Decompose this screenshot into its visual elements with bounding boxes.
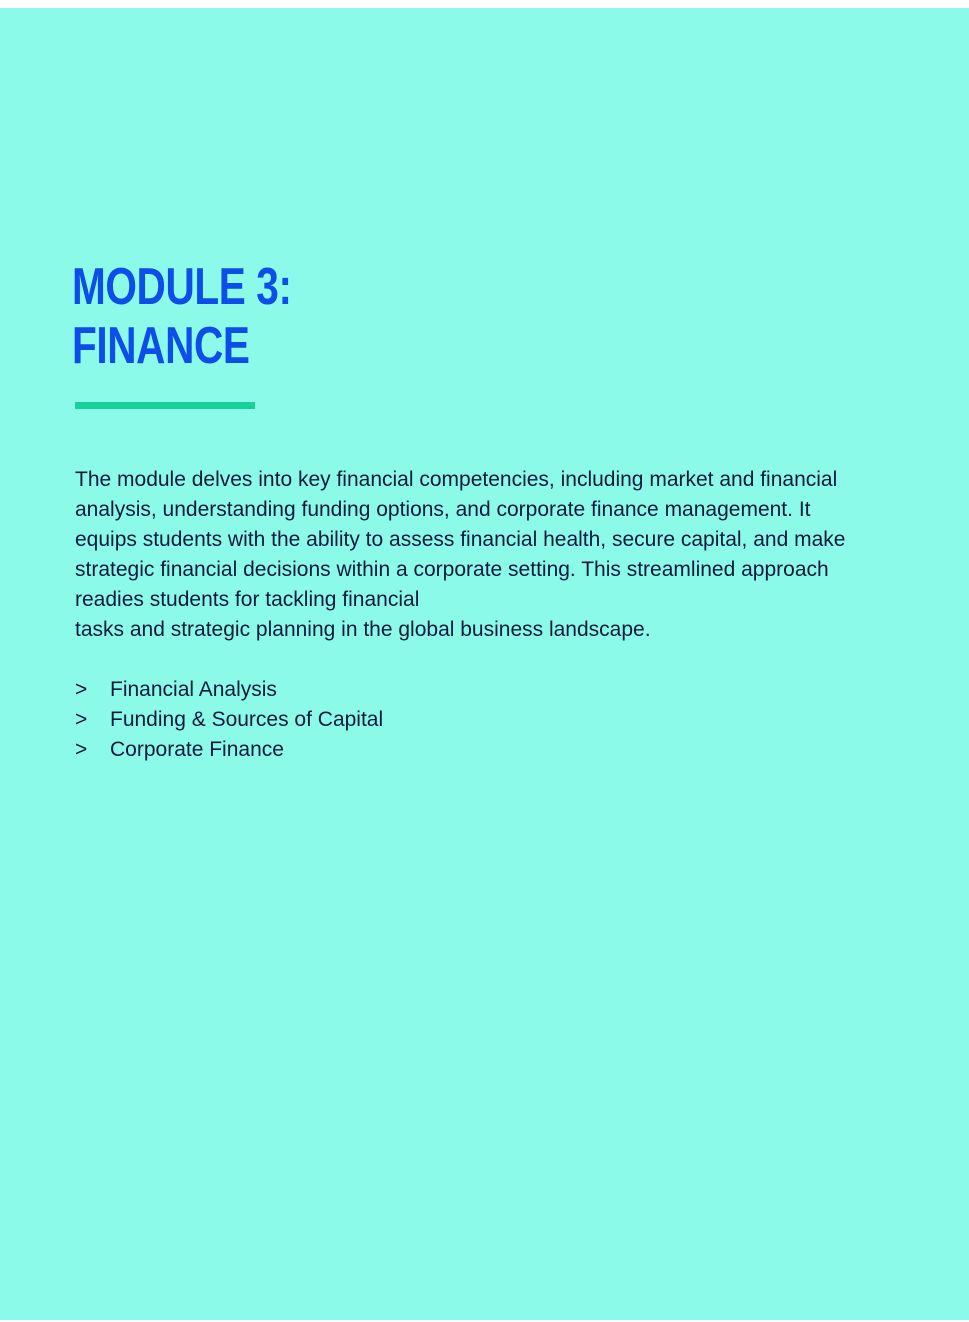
description-line: The module delves into key financial competencies, including market and financial: [75, 468, 838, 491]
module-title-line-1: MODULE 3:: [72, 258, 292, 316]
list-item: [75, 735, 383, 765]
list-item: [75, 675, 383, 705]
description-line: strategic financial decisions within a corporate setting. This streamlined approach: [75, 558, 829, 581]
module-title: [72, 258, 292, 376]
description-line: equips students with the ability to assess financial health, secure capital, and make: [75, 528, 846, 551]
topic-label: Financial Analysis: [110, 678, 277, 701]
description-line: readies students for tackling financial: [75, 588, 420, 611]
page-background: [0, 8, 969, 1320]
module-title-line-2: FINANCE: [72, 317, 250, 375]
description-line: tasks and strategic planning in the global business landscape.: [75, 618, 651, 641]
chevron-right-icon: >: [75, 738, 88, 761]
list-item: [75, 705, 383, 735]
topic-list: [75, 675, 383, 765]
topic-label: Funding & Sources of Capital: [110, 708, 384, 731]
title-underline-divider: [75, 402, 255, 409]
chevron-right-icon: >: [75, 678, 88, 701]
description-line: analysis, understanding funding options, and corporate finance management. It: [75, 498, 811, 521]
topic-label: Corporate Finance: [110, 738, 284, 761]
chevron-right-icon: >: [75, 708, 88, 731]
module-description: [75, 465, 915, 645]
